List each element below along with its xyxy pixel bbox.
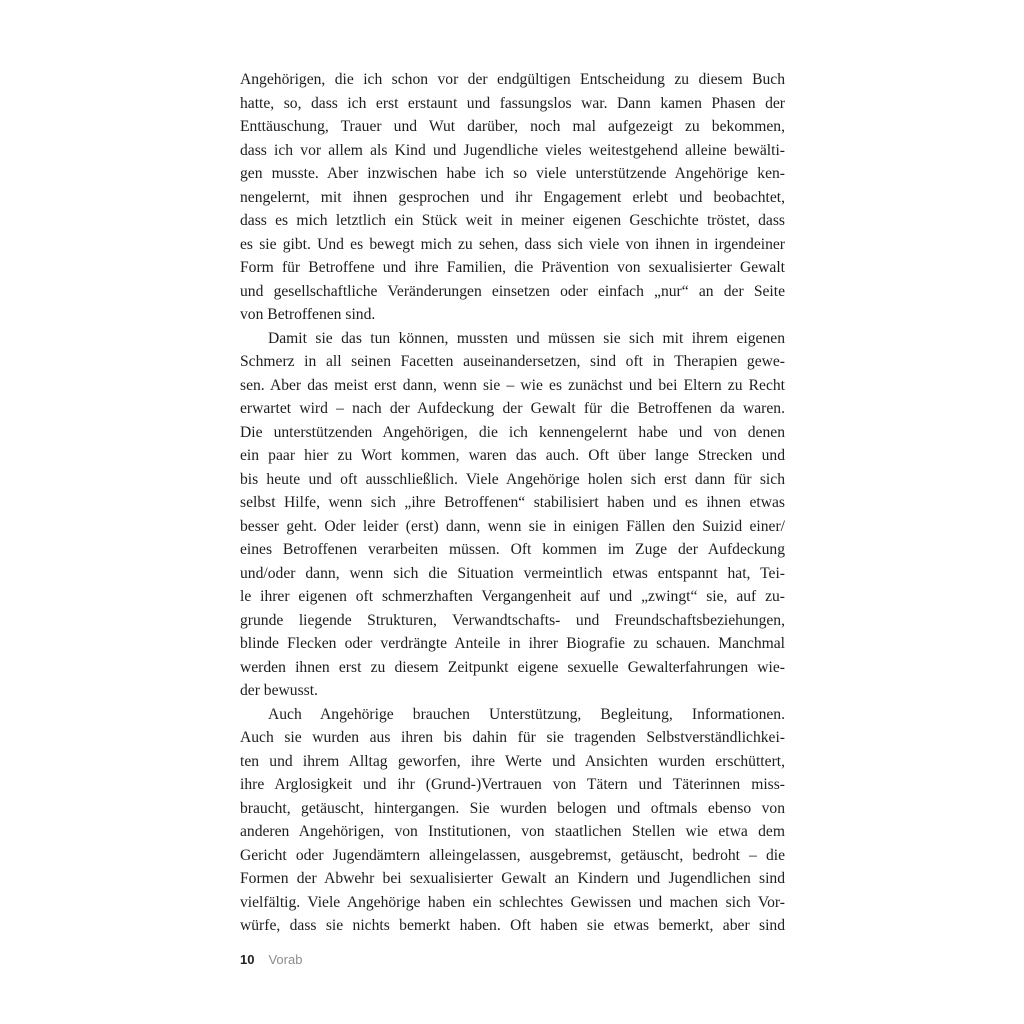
- text-line: vielfältig. Viele Angehörige haben ein schlechtes Gewissen und machen sich Vor-: [240, 893, 785, 911]
- text-line: ein paar hier zu Wort kommen, waren das auch. Oft über lange Strecken und: [240, 447, 785, 464]
- text-line: Formen der Abwehr bei sexualisierter Gewalt an Kindern und Jugendlichen sind: [240, 870, 785, 887]
- text-line: Auch sie wurden aus ihren bis dahin für sie tragenden Selbstverständlichkei-: [240, 729, 785, 746]
- text-line: hatte, so, dass ich erst erstaunt und fassungslos war. Dann kamen Phasen der: [240, 94, 785, 112]
- text-line: und/oder dann, wenn sich die Situation vermeintlich etwas entspannt hat, Tei-: [240, 564, 785, 582]
- text-line: blinde Flecken oder verdrängte Anteile in ihrer Biografie zu schauen. Manchmal: [240, 635, 785, 652]
- text-line: le ihrer eigenen oft schmerzhaften Vergangenheit auf und „zwingt“ sie, auf zu-: [240, 588, 785, 605]
- text-line: anderen Angehörigen, von Institutionen, von staatlichen Stellen wie etwa dem: [240, 823, 785, 840]
- text-line: Form für Betroffene und ihre Familien, die Prävention von sexualisierter Gewalt: [240, 259, 785, 276]
- page-footer: [240, 952, 302, 967]
- text-line: sen. Aber das meist erst dann, wenn sie – wie es zunächst und bei Eltern zu Recht: [240, 376, 785, 394]
- text-line: und gesellschaftliche Veränderungen einsetzen oder einfach „nur“ an der Seite: [240, 282, 785, 300]
- running-section-title: Vorab: [268, 952, 303, 967]
- text-line: es sie gibt. Und es bewegt mich zu sehen, dass sich viele von ihnen in irgendeiner: [240, 235, 785, 253]
- text-line: braucht, getäuscht, hintergangen. Sie wurden belogen und oftmals ebenso von: [240, 799, 785, 817]
- text-line: ten und ihrem Alltag geworfen, ihre Werte und Ansichten wurden erschüttert,: [240, 752, 785, 770]
- text-line: ihre Arglosigkeit und ihr (Grund-)Vertrauen von Tätern und Täterinnen miss-: [240, 776, 785, 793]
- text-line: Die unterstützenden Angehörigen, die ich kennengelernt habe und von denen: [240, 423, 785, 441]
- paragraph: [240, 327, 785, 703]
- text-line: Damit sie das tun können, mussten und müssen sie sich mit ihrem eigenen: [268, 329, 785, 347]
- text-line: der bewusst.: [240, 682, 318, 699]
- text-line: grunde liegende Strukturen, Verwandtschafts- und Freundschaftsbeziehungen,: [240, 611, 785, 629]
- paragraph: [240, 703, 785, 938]
- text-line: würfe, dass sie nichts bemerkt haben. Oft haben sie etwas bemerkt, aber sind: [240, 917, 785, 934]
- text-line: Gericht oder Jugendämtern alleingelassen, ausgebremst, getäuscht, bedroht – die: [240, 846, 785, 864]
- text-line: Auch Angehörige brauchen Unterstützung, Begleitung, Informationen.: [268, 705, 785, 723]
- text-line: eines Betroffenen verarbeiten müssen. Oft kommen im Zuge der Aufdeckung: [240, 541, 785, 558]
- text-line: nengelernt, mit ihnen gesprochen und ihr Engagement erlebt und beobachtet,: [240, 188, 785, 206]
- text-line: gen musste. Aber inzwischen habe ich so viele unterstützende Angehörige ken-: [240, 165, 785, 182]
- text-line: selbst Hilfe, wenn sich „ihre Betroffenen“ stabilisiert haben und es ihnen etwas: [240, 494, 785, 511]
- text-line: werden ihnen erst zu diesem Zeitpunkt eigene sexuelle Gewalterfahrungen wie-: [240, 658, 785, 676]
- text-line: besser geht. Oder leider (erst) dann, wenn sie in einigen Fällen den Suizid einer/: [240, 517, 785, 535]
- text-line: erwartet wird – nach der Aufdeckung der Gewalt für die Betroffenen da waren.: [240, 400, 785, 417]
- text-line: dass es mich letztlich ein Stück weit in meiner eigenen Geschichte tröstet, dass: [240, 212, 785, 229]
- paragraphs: [240, 68, 785, 938]
- paragraph: [240, 68, 785, 327]
- text-line: bis heute und oft ausschließlich. Viele Angehörige holen sich erst dann für sich: [240, 470, 785, 488]
- text-line: Enttäuschung, Trauer und Wut darüber, noch mal aufgezeigt zu bekommen,: [240, 118, 785, 135]
- book-page-body: [240, 68, 785, 938]
- text-line: von Betroffenen sind.: [240, 306, 376, 323]
- text-line: Schmerz in all seinen Facetten auseinandersetzen, sind oft in Therapien gewe-: [240, 353, 785, 370]
- text-line: Angehörigen, die ich schon vor der endgültigen Entscheidung zu diesem Buch: [240, 71, 785, 88]
- text-line: dass ich vor allem als Kind und Jugendliche vieles weitestgehend alleine bewälti-: [240, 141, 785, 159]
- page-number: 10: [240, 952, 255, 967]
